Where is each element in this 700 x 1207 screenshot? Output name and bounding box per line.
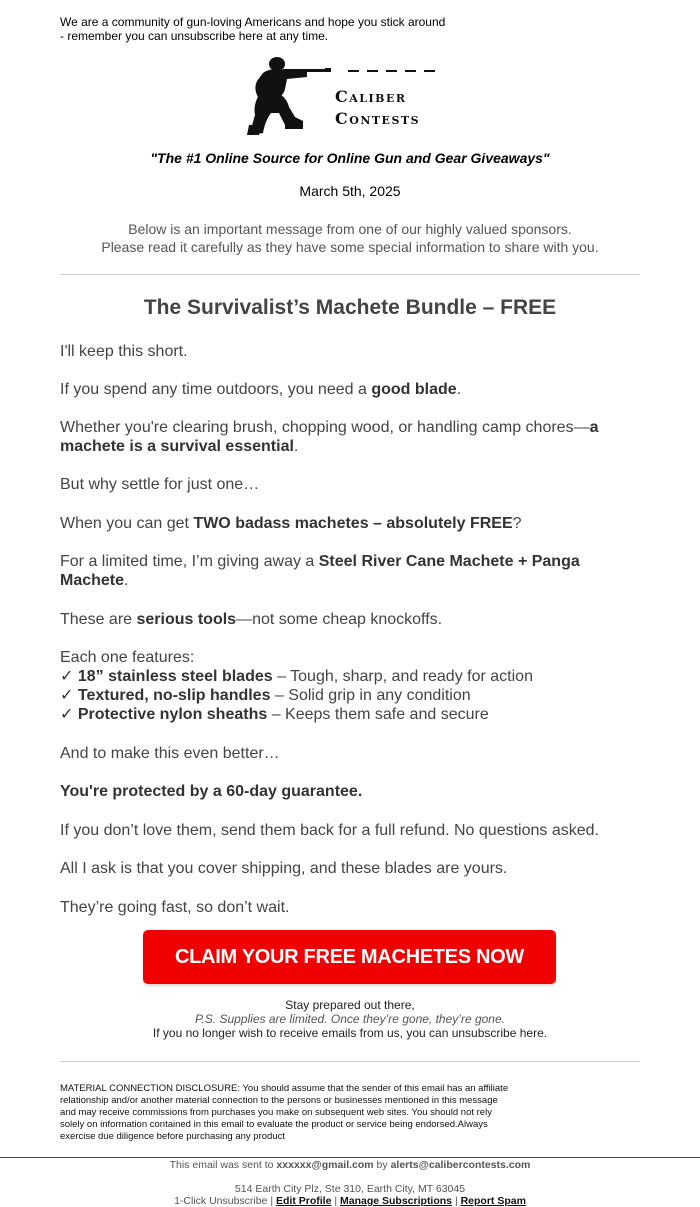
bold-span: a machete is a survival essential: [60, 419, 599, 455]
feature-title: 18” stainless steel blades: [77, 668, 273, 685]
text-span: For a limited time, I’m giving away a: [60, 553, 319, 570]
sponsor-intro: [0, 220, 700, 256]
text-span: —not some cheap knockoffs.: [236, 611, 443, 628]
recipient-email: xxxxxx@gmail.com: [276, 1159, 374, 1171]
text-span: ?: [512, 515, 522, 532]
feature-description: – Keeps them safe and secure: [267, 706, 489, 723]
tagline: "The #1 Online Source for Online Gun and Gear Giveaways": [150, 150, 550, 166]
text-span: Whether you're clearing brush, chopping wood, or handling camp chores—: [60, 419, 590, 436]
one-click-unsubscribe-link[interactable]: 1-Click Unsubscribe: [174, 1195, 268, 1207]
feature-description: – Solid grip in any condition: [270, 687, 471, 704]
paragraph-refund: If you don’t love them, send them back for a full refund. No questions asked.: [60, 822, 599, 839]
paragraph-guarantee: You're protected by a 60-day guarantee.: [60, 783, 363, 800]
top-note-line-1: We are a community of gun-loving Americans and hope you stick around: [60, 15, 446, 29]
divider: [60, 274, 640, 275]
report-spam-link[interactable]: Report Spam: [460, 1195, 526, 1207]
checkmark-icon: ✓: [60, 687, 74, 704]
manage-subscriptions-link[interactable]: Manage Subscriptions: [340, 1195, 453, 1207]
signoff: [0, 998, 700, 1040]
checkmark-icon: ✓: [60, 668, 74, 685]
feature-description: – Tough, sharp, and ready for action: [272, 668, 533, 685]
signoff-line: Stay prepared out there,: [285, 998, 415, 1012]
paragraph-limited-time: [60, 552, 640, 590]
text-span: .: [293, 438, 299, 455]
bold-span: good blade: [371, 381, 457, 398]
offer-headline: The Survivalist’s Machete Bundle – FREE: [143, 296, 557, 319]
paragraph-keep-short: I'll keep this short.: [60, 343, 188, 360]
divider: [60, 1061, 640, 1062]
features-intro: Each one features:: [60, 649, 195, 666]
feature-item: [60, 667, 640, 686]
brand-name-line-1: Caliber: [335, 87, 407, 106]
sender-email: alerts@calibercontests.com: [390, 1159, 531, 1171]
sponsor-intro-line-2: Please read it carefully as they have some special information to share with you.: [101, 239, 599, 255]
checkmark-icon: ✓: [60, 706, 74, 723]
brand-name-line-2: Contests: [335, 109, 421, 128]
material-disclosure: MATERIAL CONNECTION DISCLOSURE: You should assume that the sender of this email has an affiliate relationship and/or another material connection to the persons or businesses mentioned in this message and may receive commissions from purchases you make on subsequent web sites. You should not rely solely on information contained in this email to evaluate the product or service being endorsed.Always exercise due diligence before purchasing any product: [60, 1083, 509, 1142]
paragraph-why-settle: But why settle for just one…: [60, 476, 260, 493]
paragraph-good-blade: [60, 380, 640, 399]
separator: |: [267, 1195, 276, 1207]
edit-profile-link[interactable]: Edit Profile: [276, 1195, 332, 1207]
text-span: .: [124, 572, 129, 589]
footer-sent-to: [0, 1159, 700, 1171]
paragraph-survival-essential: [60, 418, 640, 456]
top-note-line-2[interactable]: - remember you can unsubscribe here at any time.: [60, 29, 329, 43]
text-span: .: [456, 381, 462, 398]
feature-title: Textured, no-slip handles: [77, 687, 271, 704]
separator: |: [331, 1195, 340, 1207]
top-unsubscribe-note: [60, 15, 480, 43]
paragraph-dont-wait: They’re going fast, so don’t wait.: [60, 899, 290, 916]
email-date: March 5th, 2025: [299, 183, 401, 199]
sponsor-intro-line-1: Below is an important message from one of our highly valued sponsors.: [128, 221, 572, 237]
brand-name: [335, 86, 420, 130]
unsubscribe-link[interactable]: If you no longer wish to receive emails from us, you can unsubscribe here.: [152, 1026, 548, 1040]
bold-span: Steel River Cane Machete + Panga Machete: [60, 553, 580, 589]
text-span: by: [373, 1159, 391, 1171]
text-span: These are: [60, 611, 137, 628]
claim-machetes-button[interactable]: CLAIM YOUR FREE MACHETES NOW: [143, 930, 556, 984]
features-list: [60, 648, 640, 724]
footer-divider: [0, 1157, 700, 1158]
text-span: When you can get: [60, 515, 194, 532]
bold-span: TWO badass machetes – absolutely FREE: [193, 515, 513, 532]
text-span: This email was sent to: [169, 1159, 277, 1171]
feature-item: [60, 705, 640, 724]
paragraph-serious-tools: [60, 610, 640, 629]
postscript: P.S. Supplies are limited. Once they’re gone, they’re gone.: [195, 1012, 505, 1026]
feature-title: Protective nylon sheaths: [77, 706, 268, 723]
paragraph-two-machetes: [60, 514, 640, 533]
separator: |: [452, 1195, 461, 1207]
paragraph-shipping: All I ask is that you cover shipping, and these blades are yours.: [60, 860, 508, 877]
footer-links: [0, 1195, 700, 1207]
bold-span: serious tools: [136, 611, 237, 628]
paragraph-even-better: And to make this even better…: [60, 745, 280, 762]
feature-item: [60, 686, 640, 705]
footer-address: 514 Earth City Plz, Ste 310, Earth City, MT 63045: [234, 1183, 466, 1195]
text-span: If you spend any time outdoors, you need a: [60, 381, 372, 398]
